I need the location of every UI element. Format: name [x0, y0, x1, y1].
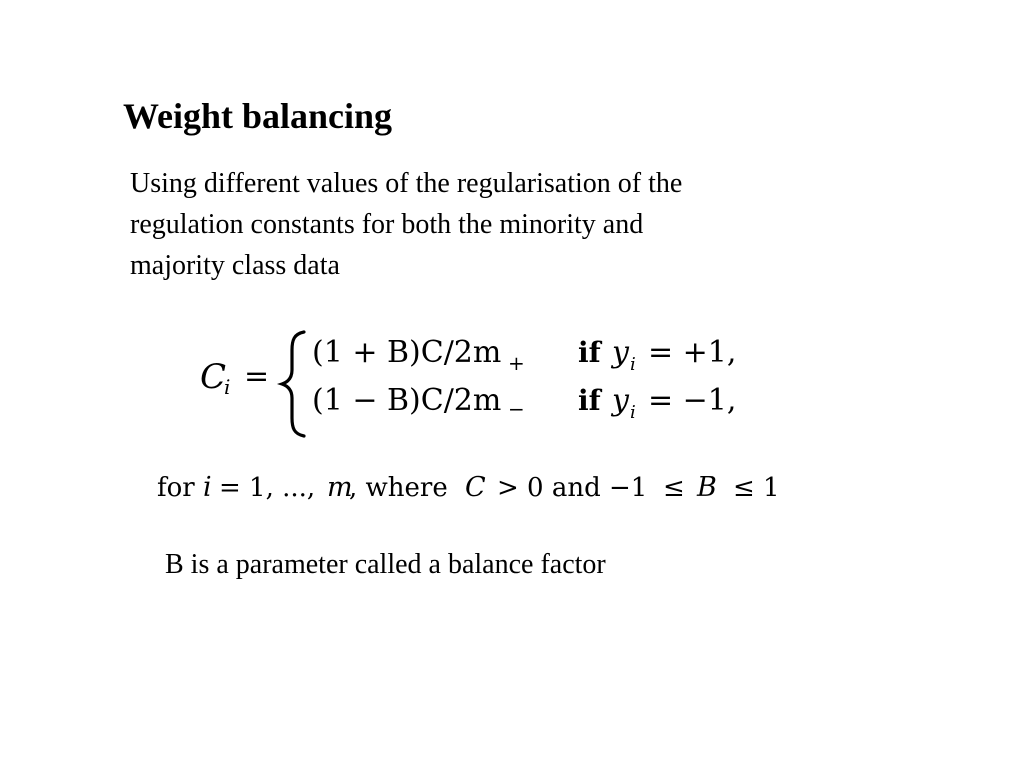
- case2-subscript: −: [508, 397, 525, 421]
- formula-lhs-var: C: [200, 357, 227, 397]
- cond-le1: ≤: [663, 473, 685, 503]
- cond-range: = 1, ...,: [219, 473, 316, 503]
- cond-le2: ≤: [733, 473, 755, 503]
- case2-y: y: [612, 383, 629, 418]
- cond-m: m: [327, 472, 353, 503]
- cond-C: C: [465, 472, 486, 503]
- case2-expression: (1 − B)C/2m: [312, 383, 502, 418]
- case1-expression: (1 + B)C/2m: [312, 335, 502, 370]
- case1-if: if: [578, 336, 601, 369]
- cond-for: for: [157, 473, 195, 503]
- cases-brace: [282, 332, 304, 436]
- balance-factor-note: B is a parameter called a balance factor: [165, 549, 606, 580]
- formula-equals: =: [244, 359, 270, 394]
- weight-formula: [198, 330, 778, 440]
- case2-rhs: = −1,: [648, 383, 737, 418]
- cond-gt0: > 0 and −1: [497, 473, 648, 503]
- case2-if: if: [578, 384, 601, 417]
- case1-y: y: [612, 335, 629, 370]
- cond-one: 1: [763, 473, 780, 503]
- case1-subscript: +: [508, 351, 525, 375]
- body-text: [130, 163, 830, 286]
- case2-y-sub: i: [630, 402, 636, 423]
- condition-line: [157, 466, 797, 510]
- cond-B: B: [697, 472, 717, 503]
- case1-rhs: = +1,: [648, 335, 737, 370]
- cond-i: i: [203, 472, 212, 503]
- formula-lhs-sub: i: [224, 375, 231, 399]
- body-line: regulation constants for both the minority and: [130, 209, 644, 240]
- case1-y-sub: i: [630, 354, 636, 375]
- body-line: Using different values of the regularisation of the: [130, 168, 683, 199]
- body-line: majority class data: [130, 250, 340, 281]
- cond-where: , where: [349, 473, 448, 503]
- slide-title: Weight balancing: [123, 96, 393, 136]
